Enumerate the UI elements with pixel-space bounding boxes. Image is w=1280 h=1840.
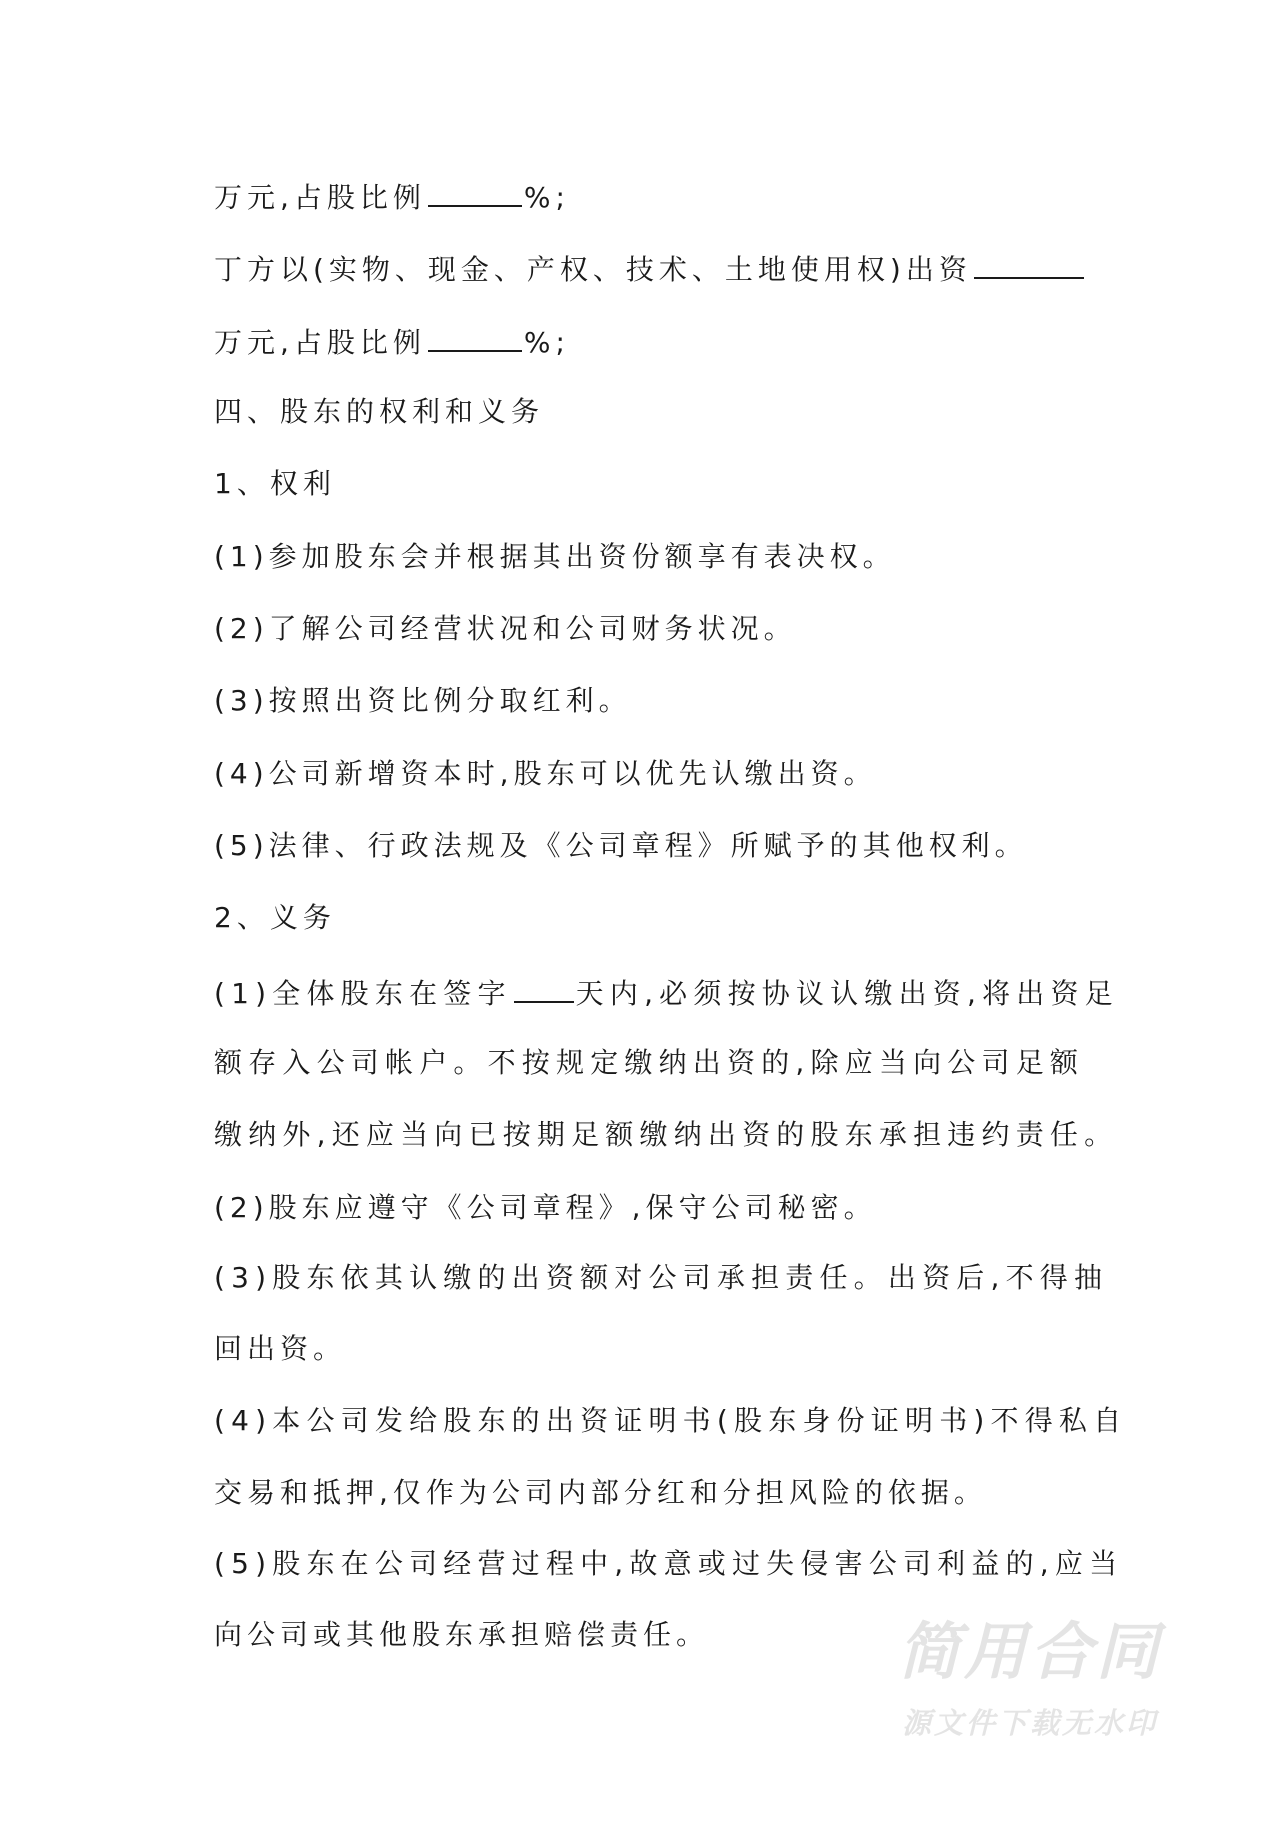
obligations-item-3-cont: 回出资。 <box>214 1332 347 1365</box>
obligations-item-5: (5)股东在公司经营过程中,故意或过失侵害公司利益的,应当 <box>214 1547 1124 1580</box>
obligations-item-5-cont: 向公司或其他股东承担赔偿责任。 <box>214 1618 710 1651</box>
blank-field-share-ratio[interactable] <box>428 320 522 352</box>
line-text: 万元,占股比例 <box>214 326 426 359</box>
rights-item-5: (5)法律、行政法规及《公司章程》所赋予的其他权利。 <box>214 829 1028 862</box>
subheading-rights: 1、权利 <box>214 467 336 500</box>
line-text: %; <box>523 326 570 359</box>
rights-item-2: (2)了解公司经营状况和公司财务状况。 <box>214 612 797 645</box>
watermark-brand: 简用合同 <box>897 1615 1162 1688</box>
blank-field-days[interactable] <box>514 971 574 1003</box>
rights-item-4: (4)公司新增资本时,股东可以优先认缴出资。 <box>214 757 877 790</box>
party-d-contribution-line <box>214 247 1086 287</box>
obligations-item-1 <box>214 971 1119 1011</box>
section-heading-rights-obligations: 四、股东的权利和义务 <box>214 395 545 428</box>
watermark-subtitle: 源文件下载无水印 <box>901 1706 1158 1740</box>
rights-item-3: (3)按照出资比例分取红利。 <box>214 684 632 717</box>
blank-field-share-ratio[interactable] <box>428 175 522 207</box>
subheading-obligations: 2、义务 <box>214 901 336 934</box>
obligations-item-2: (2)股东应遵守《公司章程》,保守公司秘密。 <box>214 1191 877 1224</box>
obligations-item-4: (4)本公司发给股东的出资证明书(股东身份证明书)不得私自 <box>214 1404 1128 1437</box>
share-ratio-line-c <box>214 175 570 215</box>
line-text: (1)全体股东在签字 <box>214 977 512 1010</box>
line-text: 万元,占股比例 <box>214 181 426 214</box>
obligations-item-4-cont: 交易和抵押,仅作为公司内部分红和分担风险的依据。 <box>214 1476 987 1509</box>
line-text: %; <box>523 181 570 214</box>
line-text: 天内,必须按协议认缴出资,将出资足 <box>575 977 1119 1010</box>
watermark <box>880 1615 1180 1740</box>
obligations-item-1-cont: 额存入公司帐户。不按规定缴纳出资的,除应当向公司足额 <box>214 1046 1085 1079</box>
obligations-item-3: (3)股东依其认缴的出资额对公司承担责任。出资后,不得抽 <box>214 1261 1109 1294</box>
line-text: 丁方以(实物、现金、产权、技术、土地使用权)出资 <box>214 253 972 286</box>
blank-field-contribution-amount[interactable] <box>974 247 1084 279</box>
rights-item-1: (1)参加股东会并根据其出资份额享有表决权。 <box>214 540 896 573</box>
share-ratio-line-d <box>214 320 570 360</box>
obligations-item-1-cont: 缴纳外,还应当向已按期足额缴纳出资的股东承担违约责任。 <box>214 1118 1119 1151</box>
